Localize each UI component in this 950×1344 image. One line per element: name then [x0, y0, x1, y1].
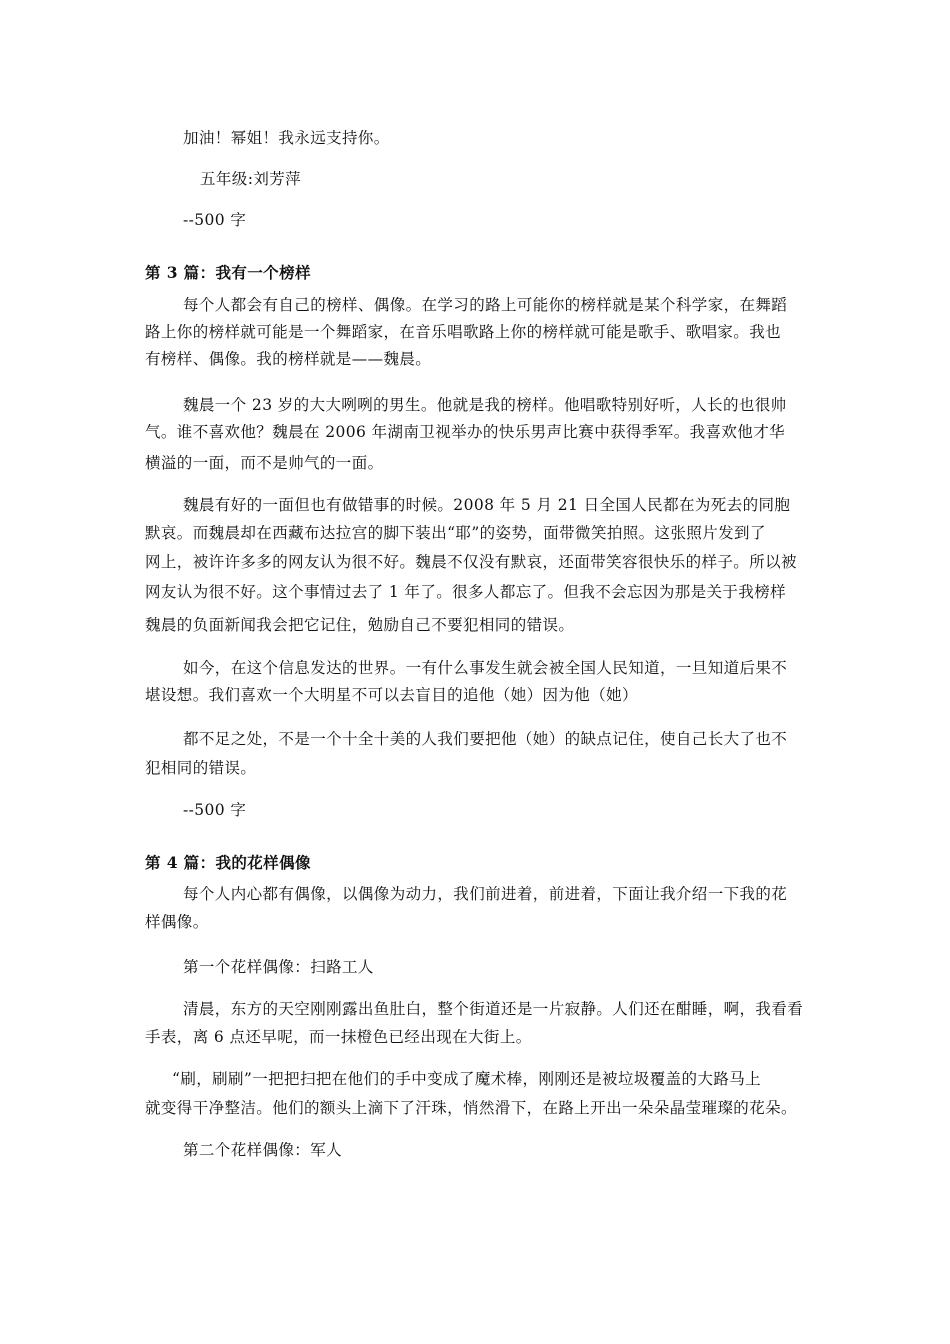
article-3-p3-line-5: 魏晨的负面新闻我会把它记住，勉励自己不要犯相同的错误。 [145, 616, 575, 634]
author-line: 五年级:刘芳萍 [200, 170, 302, 188]
article-4-p3-line-1: 清晨，东方的天空刚刚露出鱼肚白，整个街道还是一片寂静。人们还在酣睡，啊，我看看 [183, 1000, 804, 1018]
article-3-p4-line-2: 堪设想。我们喜欢一个大明星不可以去盲目的追他（她）因为他（她） [145, 686, 638, 704]
article-4-p4-line-1: “刷，刷刷”一把把扫把在他们的手中变成了魔术棒，刚刚还是被垃圾覆盖的大路马上 [172, 1070, 762, 1088]
article-3-p3-line-3: 网上，被许许多多的网友认为很不好。魏晨不仅没有默哀，还面带笑容很快乐的样子。所以被 [145, 553, 797, 571]
article-3-p2-line-1: 魏晨一个 23 岁的大大咧咧的男生。他就是我的榜样。他唱歌特别好听，人长的也很帅 [183, 396, 787, 414]
article-3-word-count: --500 字 [183, 801, 247, 819]
article-4-p3-line-2: 手表，离 6 点还早呢，而一抹橙色已经出现在大街上。 [145, 1028, 532, 1046]
article-3-p4-line-1: 如今，在这个信息发达的世界。一有什么事发生就会被全国人民知道，一旦知道后果不 [183, 659, 788, 677]
article-4-p1-line-1: 每个人内心都有偶像，以偶像为动力，我们前进着，前进着，下面让我介绍一下我的花 [183, 885, 788, 903]
article-3-p3-line-2: 默哀。而魏晨却在西藏布达拉宫的脚下装出“耶”的姿势，面带微笑拍照。这张照片发到了 [145, 524, 766, 542]
article-4-subheading-1: 第一个花样偶像：扫路工人 [183, 958, 374, 976]
closing-line: 加油！幂姐！我永远支持你。 [183, 129, 390, 147]
article-3-p3-line-1: 魏晨有好的一面但也有做错事的时候。2008 年 5 月 21 日全国人民都在为死去的同胞 [183, 496, 791, 514]
article-4-p1-line-2: 样偶像。 [145, 913, 209, 931]
article-4-title: 第 4 篇：我的花样偶像 [145, 853, 311, 872]
word-count: --500 字 [183, 211, 247, 229]
article-3-p1-line-2: 路上你的榜样就可能是一个舞蹈家，在音乐唱歌路上你的榜样就可能是歌手、歌唱家。我也 [145, 323, 782, 341]
article-3-p1-line-1: 每个人都会有自己的榜样、偶像。在学习的路上可能你的榜样就是某个科学家，在舞蹈 [183, 296, 788, 314]
article-3-title: 第 3 篇：我有一个榜样 [145, 263, 311, 282]
article-4-p4-line-2: 就变得干净整洁。他们的额头上滴下了汗珠，悄然滑下，在路上开出一朵朵晶莹璀璨的花朵。 [145, 1099, 797, 1117]
article-3-p3-line-4: 网友认为很不好。这个事情过去了 1 年了。很多人都忘了。但我不会忘因为那是关于我榜样 [145, 583, 787, 601]
article-3-p1-line-3: 有榜样、偶像。我的榜样就是——魏晨。 [145, 350, 432, 368]
article-3-p5-line-1: 都不足之处，不是一个十全十美的人我们要把他（她）的缺点记住，使自己长大了也不 [183, 730, 788, 748]
article-3-p2-line-3: 横溢的一面，而不是帅气的一面。 [145, 454, 384, 472]
article-4-subheading-2: 第二个花样偶像：军人 [183, 1141, 343, 1159]
article-3-p2-line-2: 气。谁不喜欢他？魏晨在 2006 年湖南卫视举办的快乐男声比赛中获得季军。我喜欢他才华 [145, 423, 786, 441]
article-3-p5-line-2: 犯相同的错误。 [145, 759, 257, 777]
